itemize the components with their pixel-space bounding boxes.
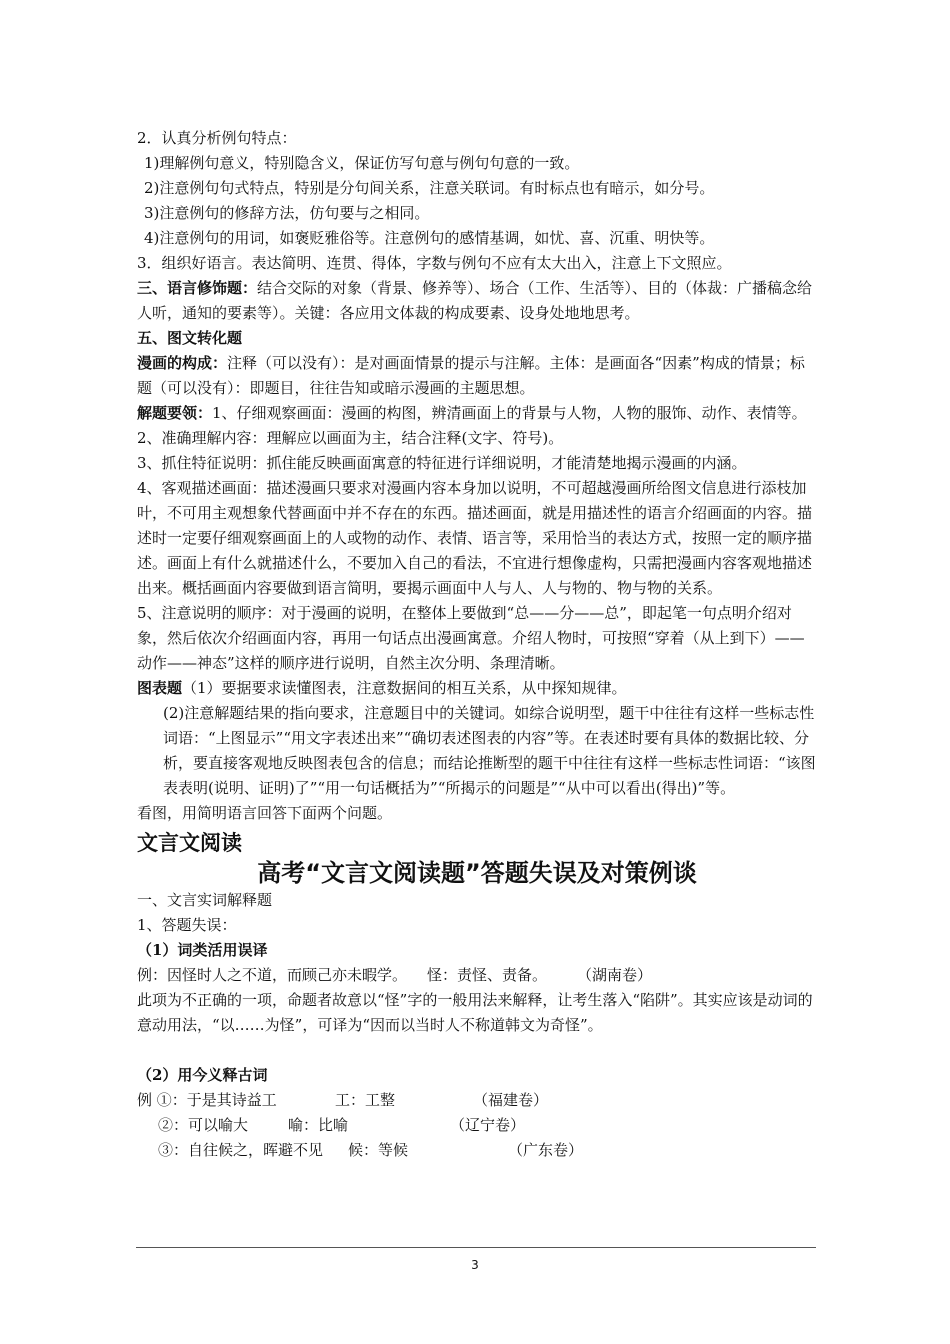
paragraph: 此项为不正确的一项，命题者故意以“怪”字的一般用法来解释，让考生落入“陷阱”。其实应该是动词的意动用法，“以……为怪”，可译为“因而以当时人不称道韩文为奇怪”。 [137, 991, 813, 1034]
example-gloss: 怪：责怪、责备。 [427, 966, 548, 984]
subheading: （1）词类活用误译 [137, 941, 268, 959]
bold-lead: 三、语言修饰题： [137, 279, 258, 297]
example-line [137, 963, 817, 988]
bold-lead: 解题要领： [137, 404, 213, 422]
paragraph: 3、抓住特征说明：抓住能反映画面寓意的特征进行详细说明，才能清楚地揭示漫画的内涵。 [137, 454, 747, 472]
bold-lead: 漫画的构成： [137, 354, 228, 372]
paragraph: 4、客观描述画面：描述漫画只要求对漫画内容本身加以说明，不可超越漫画所给图文信息进行添枝加叶，不可用主观想象代替画面中并不存在的东西。描述画面，就是用描述性的语言介绍画面的内容。描述时一定要仔细观察画面上的人或物的动作、表情、语言等，采用恰当的表达方式，按照一定的顺序描述。画面上有什么就描述什么，不要加入自己的看法，不宜进行想像虚构，只需把漫画内容客观地描述出来。概括画面内容要做到语言简明，要揭示画面中人与人、人与物的、物与物的关系。 [137, 479, 813, 597]
example-gloss: 喻：比喻 [288, 1116, 349, 1134]
paragraph: 4)注意例句的用词，如褒贬雅俗等。注意例句的感情基调，如忧、喜、沉重、明快等。 [144, 229, 715, 247]
paragraph [137, 401, 817, 426]
paragraph: 看图，用简明语言回答下面两个问题。 [137, 804, 393, 822]
subheading: （2）用今义释古词 [137, 1066, 268, 1084]
section-title: 文言文阅读 [137, 831, 242, 855]
paragraph: 1、答题失误： [137, 916, 237, 934]
example-source: （湖南卷） [577, 966, 653, 984]
paragraph: 3．组织好语言。表达简明、连贯、得体，字数与例句不应有太大出入，注意上下文照应。 [137, 254, 732, 272]
paragraph-text: 注释（可以没有）：是对画面情景的提示与注解。主体：是画面各“因素”构成的情景；标题（可以没有）：即题目，往往告知或暗示漫画的主题思想。 [137, 354, 805, 397]
paragraph: 2、准确理解内容：理解应以画面为主，结合注释(文字、符号)。 [137, 429, 564, 447]
paragraph-text: 1、仔细观察画面：漫画的构图，辨清画面上的背景与人物，人物的服饰、动作、表情等。 [212, 404, 807, 422]
paragraph: 2．认真分析例句特点： [137, 129, 297, 147]
paragraph: 一、文言实词解释题 [137, 891, 273, 909]
heading: 五、图文转化题 [137, 329, 243, 347]
page-number: 3 [471, 1258, 479, 1272]
page-content [137, 126, 817, 1163]
example-sentence: 例：因怪时人之不道，而顾己亦未暇学。 [137, 966, 408, 984]
example-sentence: ③：自往候之，晖避不见 [158, 1141, 324, 1159]
paragraph: 1)理解例句意义，特别隐含义，保证仿写句意与例句句意的一致。 [144, 154, 580, 172]
paragraph [137, 276, 817, 326]
paragraph [137, 351, 817, 401]
paragraph: 5、注意说明的顺序：对于漫画的说明，在整体上要做到“总——分——总”，即起笔一句点明介绍对象，然后依次介绍画面内容，再用一句话点出漫画寓意。介绍人物时，可按照“穿着（从上到下）——动作——神态”这样的顺序进行说明，自然主次分明、条理清晰。 [137, 604, 805, 672]
page-title: 高考“文言文阅读题”答题失误及对策例谈 [257, 859, 697, 887]
paragraph: (2)注意解题结果的指向要求，注意题目中的关键词。如综合说明型，题干中往往有这样一些标志性词语：“上图显示”“用文字表述出来”“确切表述图表的内容”等。在表述时要有具体的数据比较、分析，要直接客观地反映图表包含的信息；而结论推断型的题干中往往有这样一些标志性词语：“该图表表明(说明、证明)了”“用一句话概括为”“所揭示的问题是”“从中可以看出(得出)”等。 [163, 704, 816, 797]
spacer [137, 1038, 817, 1063]
example-sentence: ②：可以喻大 [158, 1116, 249, 1134]
example-line [137, 1088, 817, 1113]
paragraph [137, 676, 817, 701]
example-line [137, 1138, 817, 1163]
paragraph: 3)注意例句的修辞方法，仿句要与之相同。 [144, 204, 430, 222]
paragraph-text: 结合交际的对象（背景、修养等）、场合（工作、生活等）、目的（体裁：广播稿念给人听，通知的要素等）。关键：各应用文体裁的构成要素、设身处地地思考。 [137, 279, 813, 322]
bold-lead: 图表题 [137, 679, 183, 697]
footer-divider [136, 1247, 816, 1248]
example-gloss: 工：工整 [335, 1091, 396, 1109]
example-source: （福建卷） [473, 1091, 549, 1109]
paragraph: 2)注意例句句式特点，特别是分句间关系，注意关联词。有时标点也有暗示，如分号。 [144, 179, 715, 197]
example-gloss: 候：等候 [348, 1141, 409, 1159]
example-line [137, 1113, 817, 1138]
paragraph-text: （1）要据要求读懂图表，注意数据间的相互关系，从中探知规律。 [182, 679, 627, 697]
example-source: （广东卷） [508, 1141, 584, 1159]
example-sentence: 例 ①：于是其诗益工 [137, 1091, 277, 1109]
example-source: （辽宁卷） [450, 1116, 526, 1134]
